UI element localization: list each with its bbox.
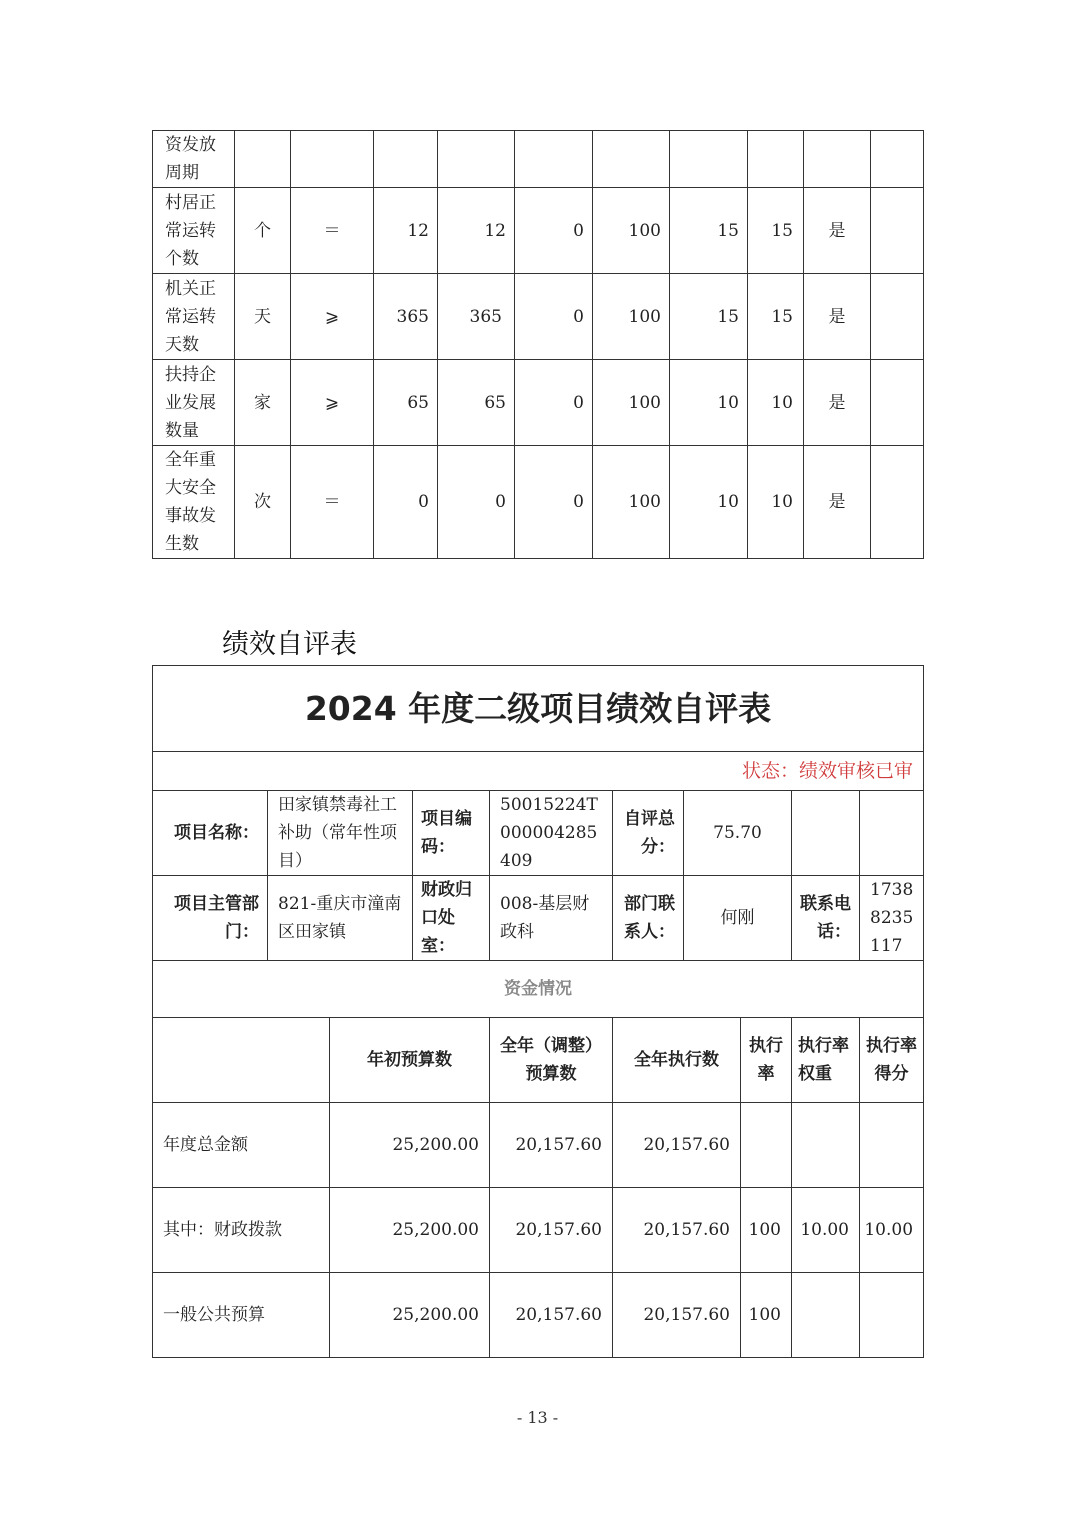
- indicator-weight: 15: [670, 188, 748, 274]
- indicator-actual: 12: [438, 188, 515, 274]
- execution-rate: 100: [741, 1273, 792, 1358]
- adjusted-budget: 20,157.60: [490, 1273, 613, 1358]
- indicator-note: [871, 360, 924, 446]
- indicator-diff: 0: [515, 274, 593, 360]
- indicator-row: [153, 446, 924, 559]
- indicator-met: 是: [804, 360, 871, 446]
- status-row: [153, 752, 924, 791]
- department-info-row: [153, 876, 924, 961]
- indicator-score: 10: [748, 446, 804, 559]
- indicator-target: 365: [374, 274, 438, 360]
- indicator-row: [153, 274, 924, 360]
- indicator-note: [871, 446, 924, 559]
- indicator-met: 是: [804, 446, 871, 559]
- indicator-name: 村居正常运转个数: [153, 188, 235, 274]
- indicator-operator: ⩾: [291, 360, 374, 446]
- funds-corner-cell: [153, 1018, 330, 1103]
- phone-label: 联系电话：: [792, 876, 860, 961]
- rate-score: 10.00: [860, 1188, 924, 1273]
- funds-row-name: 其中：财政拨款: [153, 1188, 330, 1273]
- indicator-row: [153, 131, 924, 188]
- indicator-actual: 365: [438, 274, 515, 360]
- title-row: [153, 666, 924, 752]
- indicator-rate: 100: [593, 446, 670, 559]
- indicator-weight: 10: [670, 446, 748, 559]
- header-adjusted-budget: 全年（调整）预算数: [490, 1018, 613, 1103]
- header-rate-score: 执行率得分: [860, 1018, 924, 1103]
- finance-office: 008-基层财政科: [490, 876, 613, 961]
- indicator-unit: 次: [235, 446, 291, 559]
- indicator-note: [871, 188, 924, 274]
- executed-amount: 20,157.60: [613, 1273, 741, 1358]
- project-name-label: 项目名称：: [153, 791, 268, 876]
- indicator-actual: [438, 131, 515, 188]
- indicator-table: [152, 130, 924, 559]
- indicator-note: [871, 274, 924, 360]
- rate-score: [860, 1103, 924, 1188]
- indicator-target: 65: [374, 360, 438, 446]
- total-score-label: 自评总分：: [613, 791, 684, 876]
- indicator-unit: 个: [235, 188, 291, 274]
- funds-row: [153, 1273, 924, 1358]
- funds-row: [153, 1188, 924, 1273]
- header-executed: 全年执行数: [613, 1018, 741, 1103]
- contact-label: 部门联系人：: [613, 876, 684, 961]
- indicator-target: 12: [374, 188, 438, 274]
- executed-amount: 20,157.60: [613, 1103, 741, 1188]
- total-score: 75.70: [684, 791, 792, 876]
- indicator-diff: [515, 131, 593, 188]
- indicator-actual: 0: [438, 446, 515, 559]
- indicator-name: 全年重大安全事故发生数: [153, 446, 235, 559]
- indicator-unit: 家: [235, 360, 291, 446]
- indicator-name: 资发放周期: [153, 131, 235, 188]
- funds-row-name: 年度总金额: [153, 1103, 330, 1188]
- indicator-score: 10: [748, 360, 804, 446]
- indicator-diff: 0: [515, 360, 593, 446]
- indicator-unit: [235, 131, 291, 188]
- execution-rate: 100: [741, 1188, 792, 1273]
- indicator-rate: 100: [593, 360, 670, 446]
- indicator-rate: 100: [593, 188, 670, 274]
- indicator-weight: 10: [670, 360, 748, 446]
- indicator-operator: ⩾: [291, 274, 374, 360]
- indicator-met: [804, 131, 871, 188]
- indicator-name: 扶持企业发展数量: [153, 360, 235, 446]
- initial-budget: 25,200.00: [330, 1188, 490, 1273]
- form-title: 2024 年度二级项目绩效自评表: [153, 666, 924, 752]
- indicator-weight: 15: [670, 274, 748, 360]
- department: 821-重庆市潼南区田家镇: [268, 876, 413, 961]
- funds-heading: 资金情况: [153, 961, 924, 1018]
- header-rate-weight: 执行率权重: [792, 1018, 860, 1103]
- adjusted-budget: 20,157.60: [490, 1188, 613, 1273]
- page-number: - 13 -: [516, 1408, 559, 1427]
- indicator-operator: ＝: [291, 446, 374, 559]
- indicator-score: [748, 131, 804, 188]
- indicator-target: 0: [374, 446, 438, 559]
- indicator-rate: [593, 131, 670, 188]
- indicator-operator: [291, 131, 374, 188]
- indicator-unit: 天: [235, 274, 291, 360]
- initial-budget: 25,200.00: [330, 1273, 490, 1358]
- indicator-score: 15: [748, 274, 804, 360]
- header-execution-rate: 执行率: [741, 1018, 792, 1103]
- header-initial-budget: 年初预算数: [330, 1018, 490, 1103]
- funds-heading-row: [153, 961, 924, 1018]
- indicator-row: [153, 188, 924, 274]
- indicator-row: [153, 360, 924, 446]
- indicator-name: 机关正常运转天数: [153, 274, 235, 360]
- indicator-weight: [670, 131, 748, 188]
- indicator-diff: 0: [515, 446, 593, 559]
- status-text: 状态：绩效审核已审: [153, 752, 924, 791]
- funds-row: [153, 1103, 924, 1188]
- indicator-met: 是: [804, 188, 871, 274]
- indicator-met: 是: [804, 274, 871, 360]
- project-code: 50015224T000004285409: [490, 791, 613, 876]
- funds-row-name: 一般公共预算: [153, 1273, 330, 1358]
- contact-phone: 17388235117: [860, 876, 924, 961]
- rate-score: [860, 1273, 924, 1358]
- project-name: 田家镇禁毒社工补助（常年性项目）: [268, 791, 413, 876]
- rate-weight: 10.00: [792, 1188, 860, 1273]
- empty-cell: [792, 791, 860, 876]
- indicator-rate: 100: [593, 274, 670, 360]
- contact-person: 何刚: [684, 876, 792, 961]
- executed-amount: 20,157.60: [613, 1188, 741, 1273]
- project-code-label: 项目编码：: [413, 791, 490, 876]
- adjusted-budget: 20,157.60: [490, 1103, 613, 1188]
- indicator-diff: 0: [515, 188, 593, 274]
- indicator-target: [374, 131, 438, 188]
- execution-rate: [741, 1103, 792, 1188]
- rate-weight: [792, 1273, 860, 1358]
- finance-office-label: 财政归口处室：: [413, 876, 490, 961]
- funds-header-row: [153, 1018, 924, 1103]
- department-label: 项目主管部门：: [153, 876, 268, 961]
- indicator-actual: 65: [438, 360, 515, 446]
- indicator-note: [871, 131, 924, 188]
- indicator-score: 15: [748, 188, 804, 274]
- self-evaluation-table: [152, 665, 924, 1358]
- indicator-operator: ＝: [291, 188, 374, 274]
- rate-weight: [792, 1103, 860, 1188]
- initial-budget: 25,200.00: [330, 1103, 490, 1188]
- empty-cell: [860, 791, 924, 876]
- project-info-row: [153, 791, 924, 876]
- section-heading: 绩效自评表: [222, 629, 357, 660]
